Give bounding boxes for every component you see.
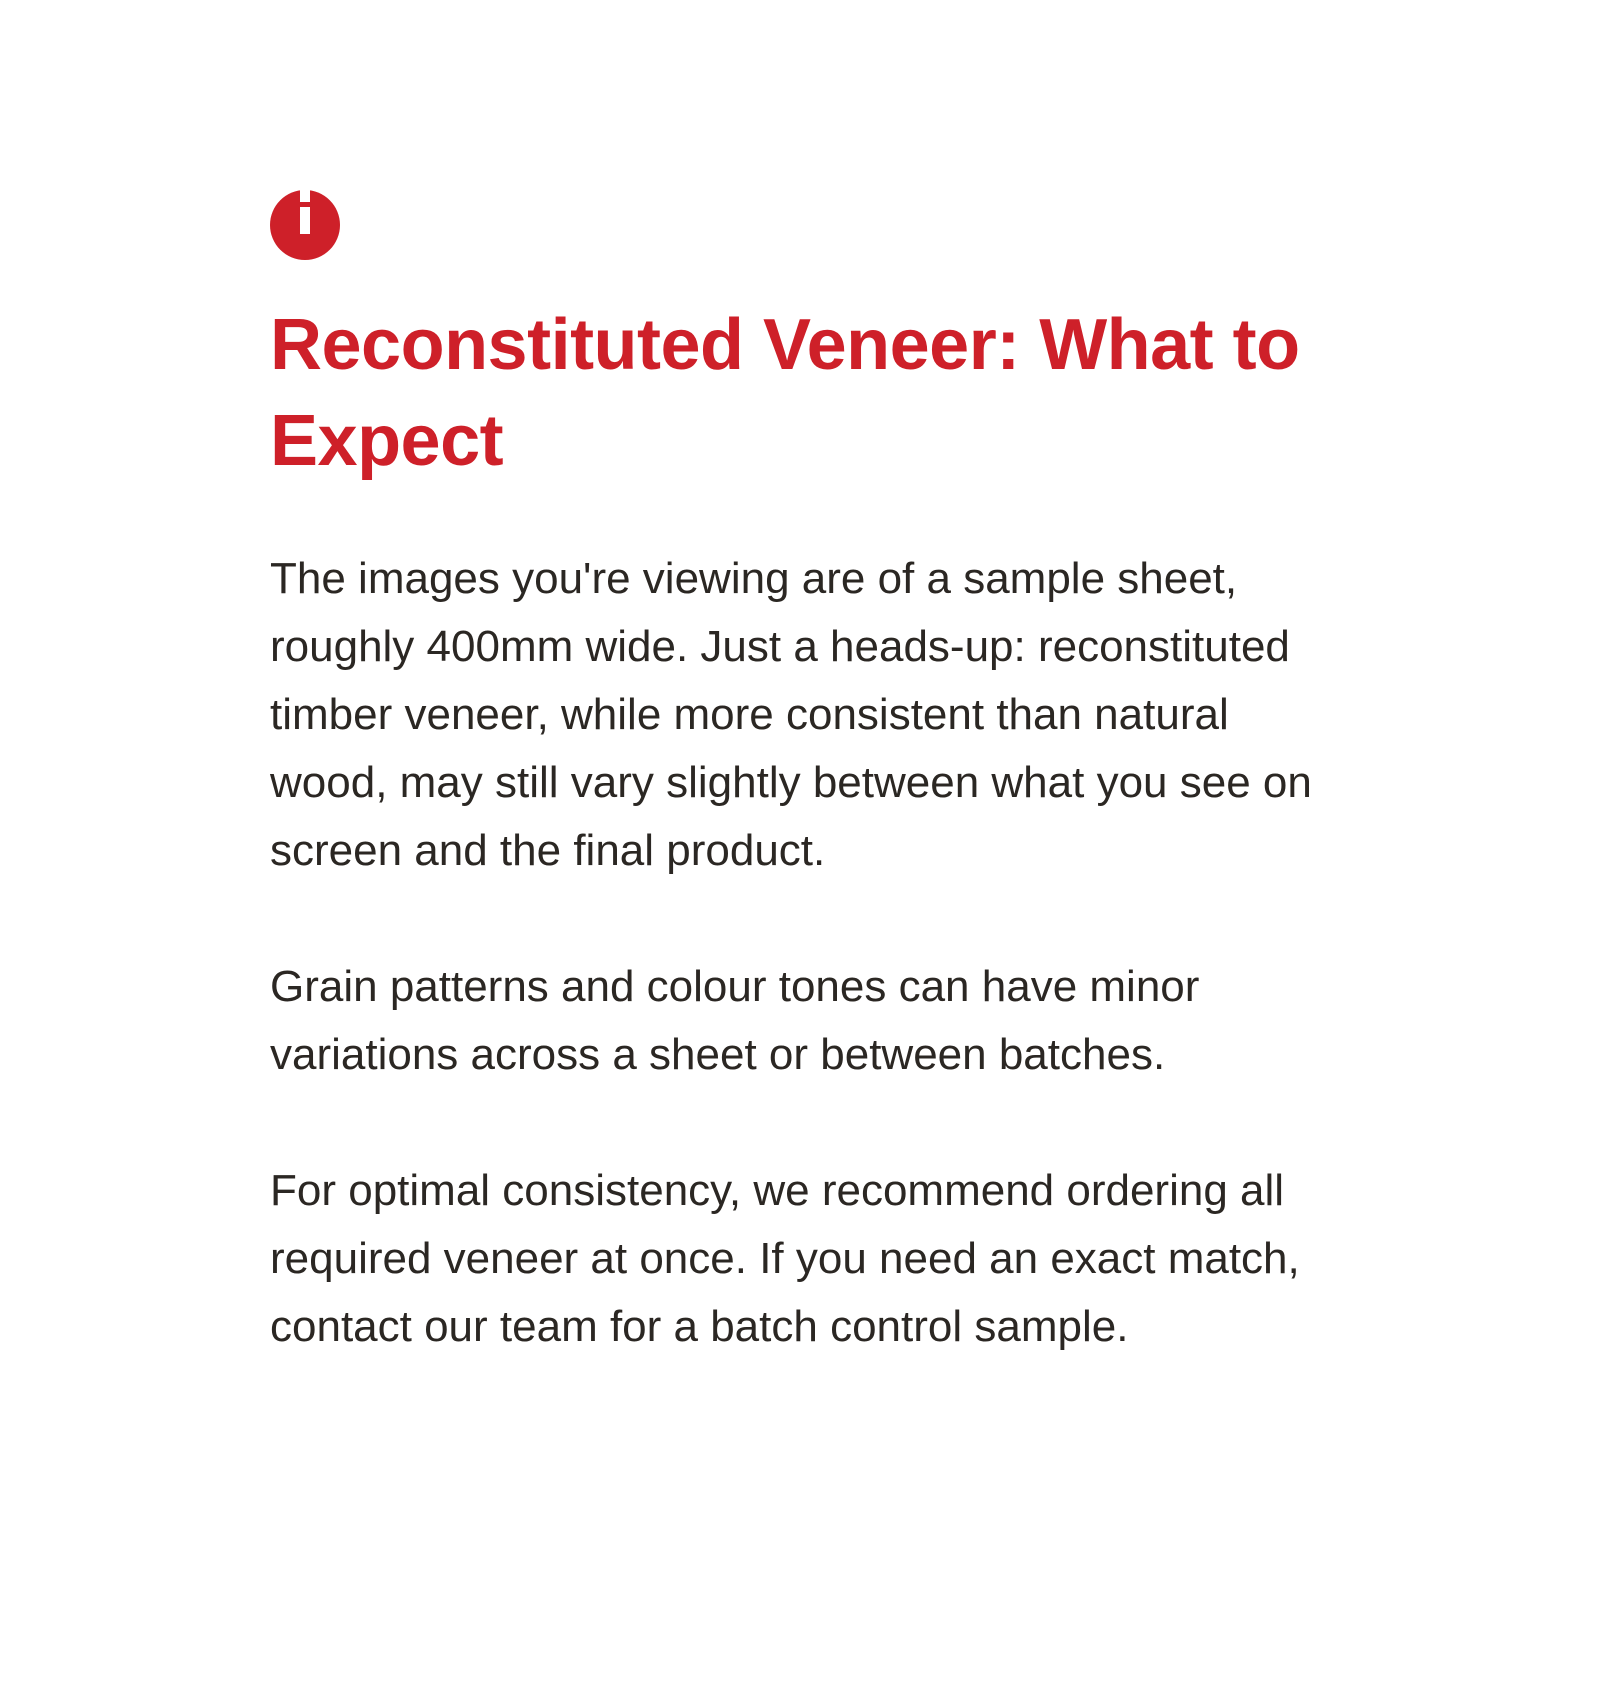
info-icon-dot [300,190,310,202]
notice-paragraph-2: Grain patterns and colour tones can have minor variations across a sheet or between batches. [270,962,1200,1079]
info-icon-stem [300,207,310,234]
notice-paragraph-3: For optimal consistency, we recommend ordering all required veneer at once. If you need an exact match, contact our team for a batch control sample. [270,1166,1300,1351]
notice-body [270,545,1350,1361]
notice-section [270,190,1350,1361]
notice-heading: Reconstituted Veneer: What to Expect [270,305,1300,481]
info-icon [270,190,340,260]
notice-paragraph-1: The images you're viewing are of a sample sheet, roughly 400mm wide. Just a heads-up: reconstituted timber veneer, while more consistent than natural wood, may still vary slightly between what you see on screen and the final product. [270,554,1312,875]
